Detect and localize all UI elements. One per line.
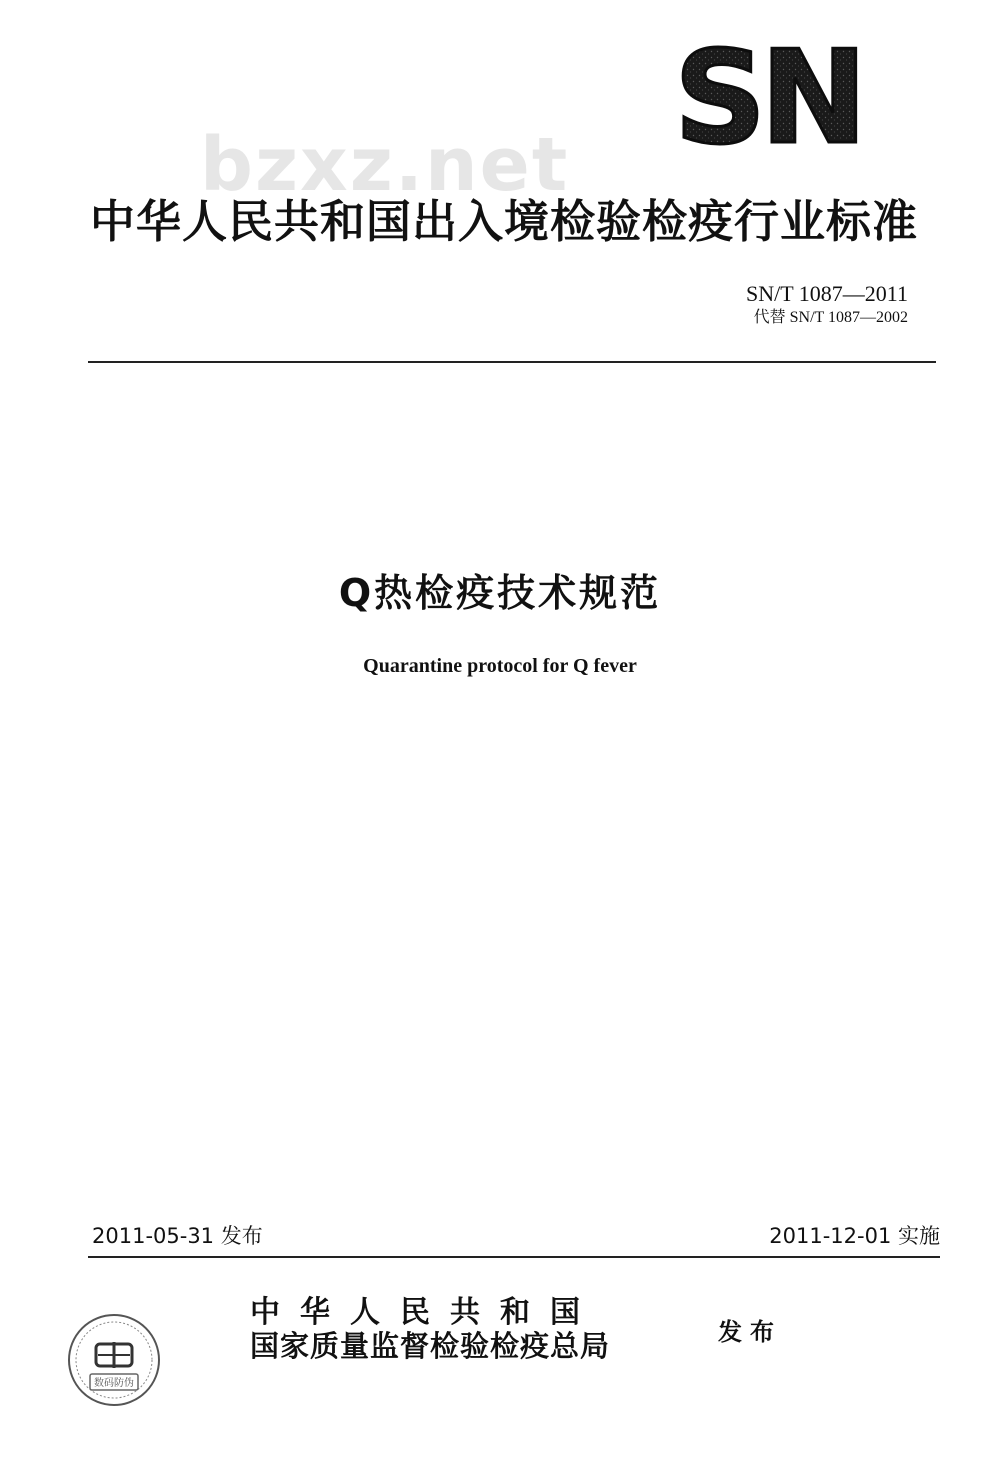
document-title-cn: Q热检疫技术规范 xyxy=(338,571,662,615)
replaces-code: 代替 SN/T 1087—2002 xyxy=(753,309,908,327)
standard-code-block xyxy=(746,282,908,329)
stamp-text: 数码防伪 xyxy=(94,1378,134,1389)
watermark: bzxz.net xyxy=(200,122,570,208)
document-title-en: Quarantine protocol for Q fever xyxy=(363,655,637,677)
issue-date: 2011-05-31 发布 xyxy=(92,1224,263,1248)
sn-logo-text: SN xyxy=(674,38,862,150)
issuer-block xyxy=(250,1296,610,1364)
sn-logo xyxy=(674,38,888,150)
standard-title: 中华人民共和国出入境检验检疫行业标准 xyxy=(90,195,919,248)
anti-counterfeit-stamp-icon xyxy=(66,1312,162,1408)
effective-date: 2011-12-01 实施 xyxy=(769,1224,940,1248)
issue-verb: 发布 xyxy=(718,1318,782,1346)
top-divider xyxy=(88,361,936,363)
issuer-line2: 国家质量监督检验检疫总局 xyxy=(250,1329,611,1363)
standard-code: SN/T 1087—2011 xyxy=(746,281,908,306)
issuer-line1: 中华人民共和国 xyxy=(250,1295,600,1330)
bottom-divider xyxy=(88,1256,940,1258)
